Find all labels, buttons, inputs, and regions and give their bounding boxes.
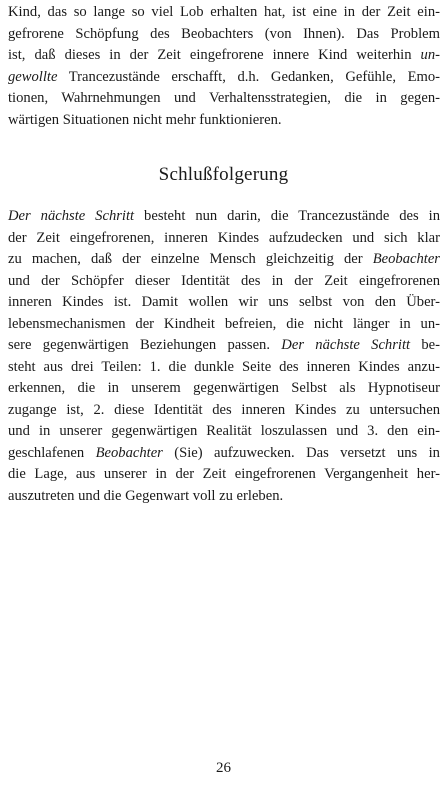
text-line bbox=[8, 228, 440, 250]
text-line bbox=[8, 110, 440, 132]
text-line bbox=[8, 357, 440, 379]
text-line bbox=[8, 24, 440, 46]
text-line bbox=[8, 464, 440, 486]
text-line bbox=[8, 421, 440, 443]
italic-text: Der nächste Schritt bbox=[281, 337, 411, 353]
text-segment: steht aus drei Teilen: 1. die dunkle Seite des inneren Kindes anzu- bbox=[8, 358, 440, 375]
text-segment: und in unserer gegenwärtigen Realität loszulassen und 3. den ein- bbox=[8, 423, 440, 439]
italic-text: un- bbox=[420, 47, 440, 63]
text-segment: tionen, Wahrnehmungen und Verhaltensstrategien, die in gegen- bbox=[8, 90, 440, 106]
text-line bbox=[8, 2, 440, 24]
text-segment: be- bbox=[410, 337, 440, 353]
paragraph-intro bbox=[8, 2, 440, 131]
text-line bbox=[8, 400, 440, 422]
text-segment: besteht nun darin, die Trancezustände des in bbox=[134, 208, 440, 224]
text-segment: sere gegenwärtigen Beziehungen passen. bbox=[8, 337, 282, 353]
text-line bbox=[8, 206, 440, 228]
text-line bbox=[8, 443, 440, 465]
text-segment: (Sie) aufzuwecken. Das versetzt uns in bbox=[162, 444, 440, 461]
text-segment: zu machen, daß der einzelne Mensch gleichzeitig der bbox=[8, 251, 373, 267]
text-segment: Kind, das so lange so viel Lob erhalten hat, ist eine in der Zeit ein- bbox=[8, 4, 440, 20]
text-line bbox=[8, 67, 440, 89]
paragraph-conclusion bbox=[8, 206, 440, 507]
text-segment: und der Schöpfer dieser Identität des in der Zeit eingefrorenen bbox=[8, 272, 440, 289]
text-segment: wärtigen Situationen nicht mehr funktionieren. bbox=[8, 111, 282, 128]
text-line bbox=[8, 249, 440, 271]
text-line bbox=[8, 271, 440, 293]
text-line bbox=[8, 486, 440, 508]
section-heading: Schlußfolgerung bbox=[158, 164, 289, 185]
text-segment: geschlafenen bbox=[8, 444, 96, 461]
text-segment: die Lage, aus unserer in der Zeit eingefrorenen Vergangenheit her- bbox=[8, 466, 440, 482]
page-number: 26 bbox=[216, 760, 231, 776]
text-segment: der Zeit eingefrorenen, inneren Kindes aufzudecken und sich klar bbox=[8, 229, 440, 246]
italic-text: Beobachter bbox=[372, 251, 440, 267]
text-segment: lebensmechanismen der Kindheit befreien, die nicht länger in un- bbox=[8, 315, 440, 332]
text-line bbox=[8, 88, 440, 110]
text-segment: ist, daß dieses in der Zeit eingefrorene innere Kind weiterhin bbox=[8, 47, 421, 63]
text-segment: zugange ist, 2. diese Identität des inneren Kindes zu untersuchen bbox=[8, 401, 440, 418]
text-segment: auszutreten und die Gegenwart voll zu erleben. bbox=[8, 487, 284, 504]
text-segment: inneren Kindes ist. Damit wollen wir uns selbst von den Über- bbox=[8, 294, 440, 310]
italic-text: Beobachter bbox=[95, 444, 163, 461]
text-line bbox=[8, 378, 440, 400]
italic-text: gewollte bbox=[8, 68, 58, 85]
italic-text: Der nächste Schritt bbox=[8, 208, 135, 224]
text-line bbox=[8, 45, 440, 67]
text-segment: Trancezustände erschafft, d.h. Gedanken, Gefühle, Emo- bbox=[57, 68, 440, 85]
text-line bbox=[8, 292, 440, 314]
text-segment: gefrorene Schöpfung des Beobachters (von Ihnen). Das Problem bbox=[8, 25, 440, 42]
text-line bbox=[8, 335, 440, 357]
text-line bbox=[8, 314, 440, 336]
text-segment: erkennen, die in unserem gegenwärtigen Selbst als Hypnotiseur bbox=[8, 380, 440, 396]
